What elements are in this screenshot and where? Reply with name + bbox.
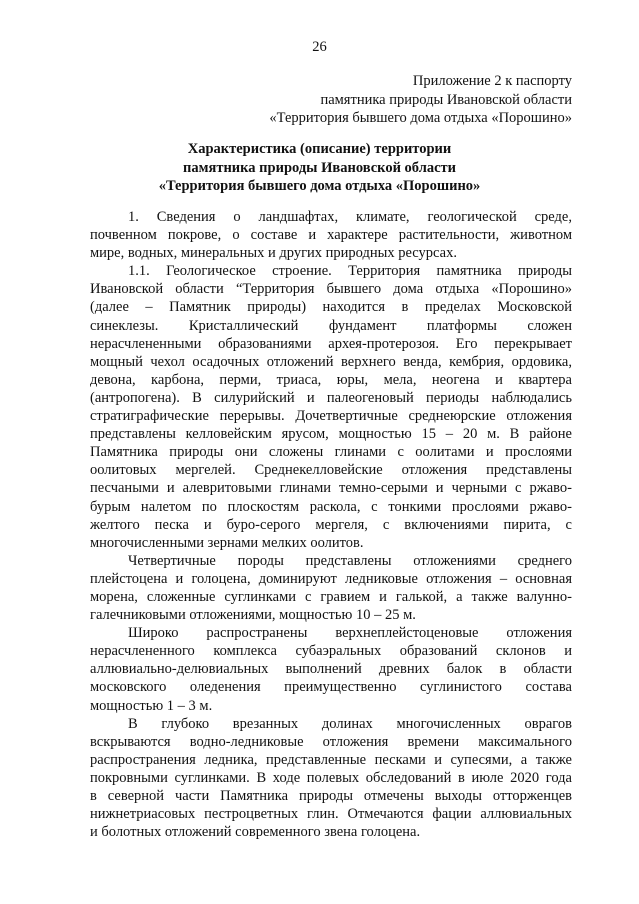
text-line: нерасчлененного комплекса субаэральных образований склонов и — [90, 643, 572, 660]
title-line-3: «Территория бывшего дома отдыха «Порошино» — [158, 178, 481, 194]
text-line: почвенном покрове, о составе и характере растительности, животном — [90, 227, 572, 244]
text-line: оолитовых мергелей. Среднекелловейские отложения представлены — [90, 462, 572, 479]
text-line: в северной части Памятника природы отмечены выходы отторженцев — [90, 788, 572, 804]
text-line: В глубоко врезанных долинах многочисленных оврагов — [128, 715, 572, 732]
text-line: Ивановской области “Территория бывшего дома отдыха «Порошино» — [90, 281, 572, 298]
text-line: синеклезы. Кристаллический фундамент платформы сложен — [90, 317, 572, 334]
paragraph-upper-pleistocene — [90, 624, 572, 714]
text-line: галечниковыми отложениями, мощностью 10 – 25 м. — [90, 607, 416, 624]
paragraph-geology — [90, 262, 572, 552]
text-line: аллювиально-делювиальных выполнений древних балок в области — [90, 661, 572, 678]
text-line: мире, водных, минеральных и других природных ресурсах. — [90, 245, 457, 262]
title-line-2: памятника природы Ивановской области — [183, 159, 456, 176]
appendix-header — [269, 72, 572, 128]
text-line: 1. Сведения о ландшафтах, климате, геологической среде, — [128, 209, 572, 225]
text-line: морена, сложенные суглинками с гравием и галькой, а также валунно- — [90, 588, 572, 605]
text-line: нижнетриасовых пестроцветных глин. Отмечаются фации аллювиальных — [90, 806, 572, 823]
text-line: многочисленными зернами мелких оолитов. — [90, 534, 364, 551]
title-line-1: Характеристика (описание) территории — [187, 141, 452, 157]
appendix-line-1: Приложение 2 к паспорту — [412, 73, 572, 89]
text-line: представлены келловейским ярусом, мощностью 15 – 20 м. В районе — [90, 426, 572, 443]
text-line: Широко распространены верхнеплейстоценовые отложения — [128, 625, 572, 642]
appendix-line-3: «Территория бывшего дома отдыха «Порошино» — [269, 110, 572, 126]
text-line: девона, карбона, перми, триаса, юры, мела, неогена и квартера — [90, 371, 572, 388]
text-line: распространения ледника, представленные песками и супесями, а также — [90, 751, 572, 768]
paragraph-ravines — [90, 715, 572, 842]
document-title — [0, 140, 639, 196]
text-line: (далее – Памятник природы) находится в пределах Московской — [90, 299, 572, 316]
appendix-line-2: памятника природы Ивановской области — [320, 91, 572, 108]
text-line: Памятника природы они сложены глинами с оолитами и прослоями — [90, 444, 572, 461]
text-line: мощный чехол осадочных отложений верхнего венда, кембрия, ордовика, — [90, 353, 572, 370]
text-line: мощностью 1 – 3 м. — [90, 697, 213, 714]
text-line: вскрываются водно-ледниковые отложения времени максимального — [90, 733, 572, 750]
text-line: покровными суглинками. В ходе полевых обследований в июле 2020 года — [90, 769, 572, 786]
text-line: (антропогена). В силурийский и палеогеновый периоды наблюдались — [90, 389, 572, 406]
text-line: нерасчлененными образованиями архея-протерозоя. Его перекрывает — [90, 335, 572, 352]
text-line: 1.1. Геологическое строение. Территория памятника природы — [128, 263, 572, 280]
text-line: плейстоцена и голоцена, доминируют ледниковые отложения – основная — [90, 570, 572, 587]
text-line: стратиграфические перерывы. Дочетвертичные среднеюрские отложения — [90, 408, 572, 425]
text-line: песчаными и алевритовыми глинами темно-серыми и черными с ржаво- — [90, 480, 572, 497]
paragraph-quaternary — [90, 552, 572, 624]
text-line: Четвертичные породы представлены отложениями среднего — [128, 552, 572, 569]
text-line: и болотных отложений современного звена голоцена. — [90, 824, 421, 841]
paragraph-landscape-info — [90, 208, 572, 262]
text-line: московского оледенения преимущественно суглинистого состава — [90, 679, 572, 696]
document-body — [90, 208, 572, 841]
text-line: желтого песка и буро-серого мергеля, с включениями пирита, с — [90, 516, 572, 533]
text-line: бурым налетом по плоскостям раскола, с тонкими прослоями ржаво- — [90, 498, 572, 515]
page-number: 26 — [312, 39, 327, 55]
